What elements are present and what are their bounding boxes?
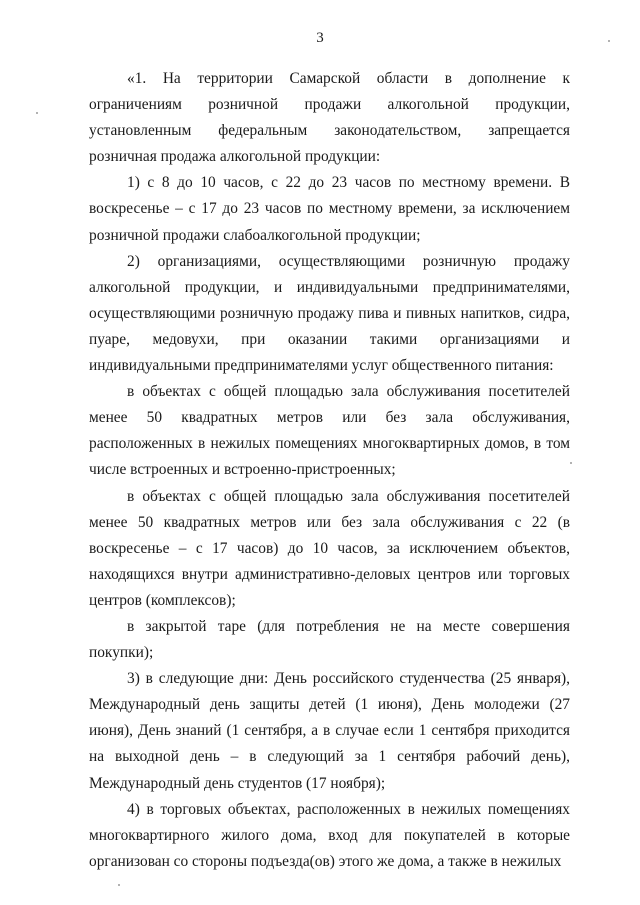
paragraph-subitem-small-premises: в объектах с общей площадью зала обслуживания посетителей менее 50 квадратных метров или без зала обслуживания с 22 (в воскресенье – с 17 часов) до 10 часов, за исключением объектов, находящихся внутри административно-деловых центров или торговых центров (комплексов); [89,487,570,609]
scan-speck [570,462,572,464]
page-number: 3 [316,30,324,46]
document-body [89,66,570,875]
paragraph-subitem-closed-container: в закрытой таре (для потребления не на месте совершения покупки); [89,617,570,662]
scan-speck [608,40,610,42]
paragraph-intro: «1. На территории Самарской области в дополнение к ограничениям розничной продажи алкогольной продукции, установленным федеральным законодательством, запрещается розничная продажа алкогольной продукции: [89,70,570,166]
paragraph-subitem-residential: в объектах с общей площадью зала обслуживания посетителей менее 50 квадратных метров или без зала обслуживания, расположенных в нежилых помещениях многоквартирных домов, в том числе встроенных и встроенно-пристроенных; [89,383,570,479]
scan-speck [36,112,38,114]
paragraph-item-3: 3) в следующие дни: День российского студенчества (25 января), Международный день защиты детей (1 июня), День молодежи (27 июня), День знаний (1 сентября, а в случае если 1 сентября приходится на выходной день – в следующий за 1 сентября рабочий день), Международный день студентов (17 ноября); [89,670,570,792]
paragraph-item-1: 1) с 8 до 10 часов, с 22 до 23 часов по местному времени. В воскресенье – с 17 до 23 часов по местному времени, за исключением розничной продажи слабоалкогольной продукции; [89,174,570,244]
paragraph-item-4: 4) в торговых объектах, расположенных в нежилых помещениях многоквартирного жилого дома, вход для покупателей в которые организован со стороны подъезда(ов) этого же дома, а также в нежилых [89,800,570,870]
paragraph-item-2: 2) организациями, осуществляющими розничную продажу алкогольной продукции, и индивидуальными предпринимателями, осуществляющими розничную продажу пива и пивных напитков, сидра, пуаре, медовухи, при оказании такими организациями и индивидуальными предпринимателями услуг общественного питания: [89,252,570,375]
scan-speck [118,884,120,886]
